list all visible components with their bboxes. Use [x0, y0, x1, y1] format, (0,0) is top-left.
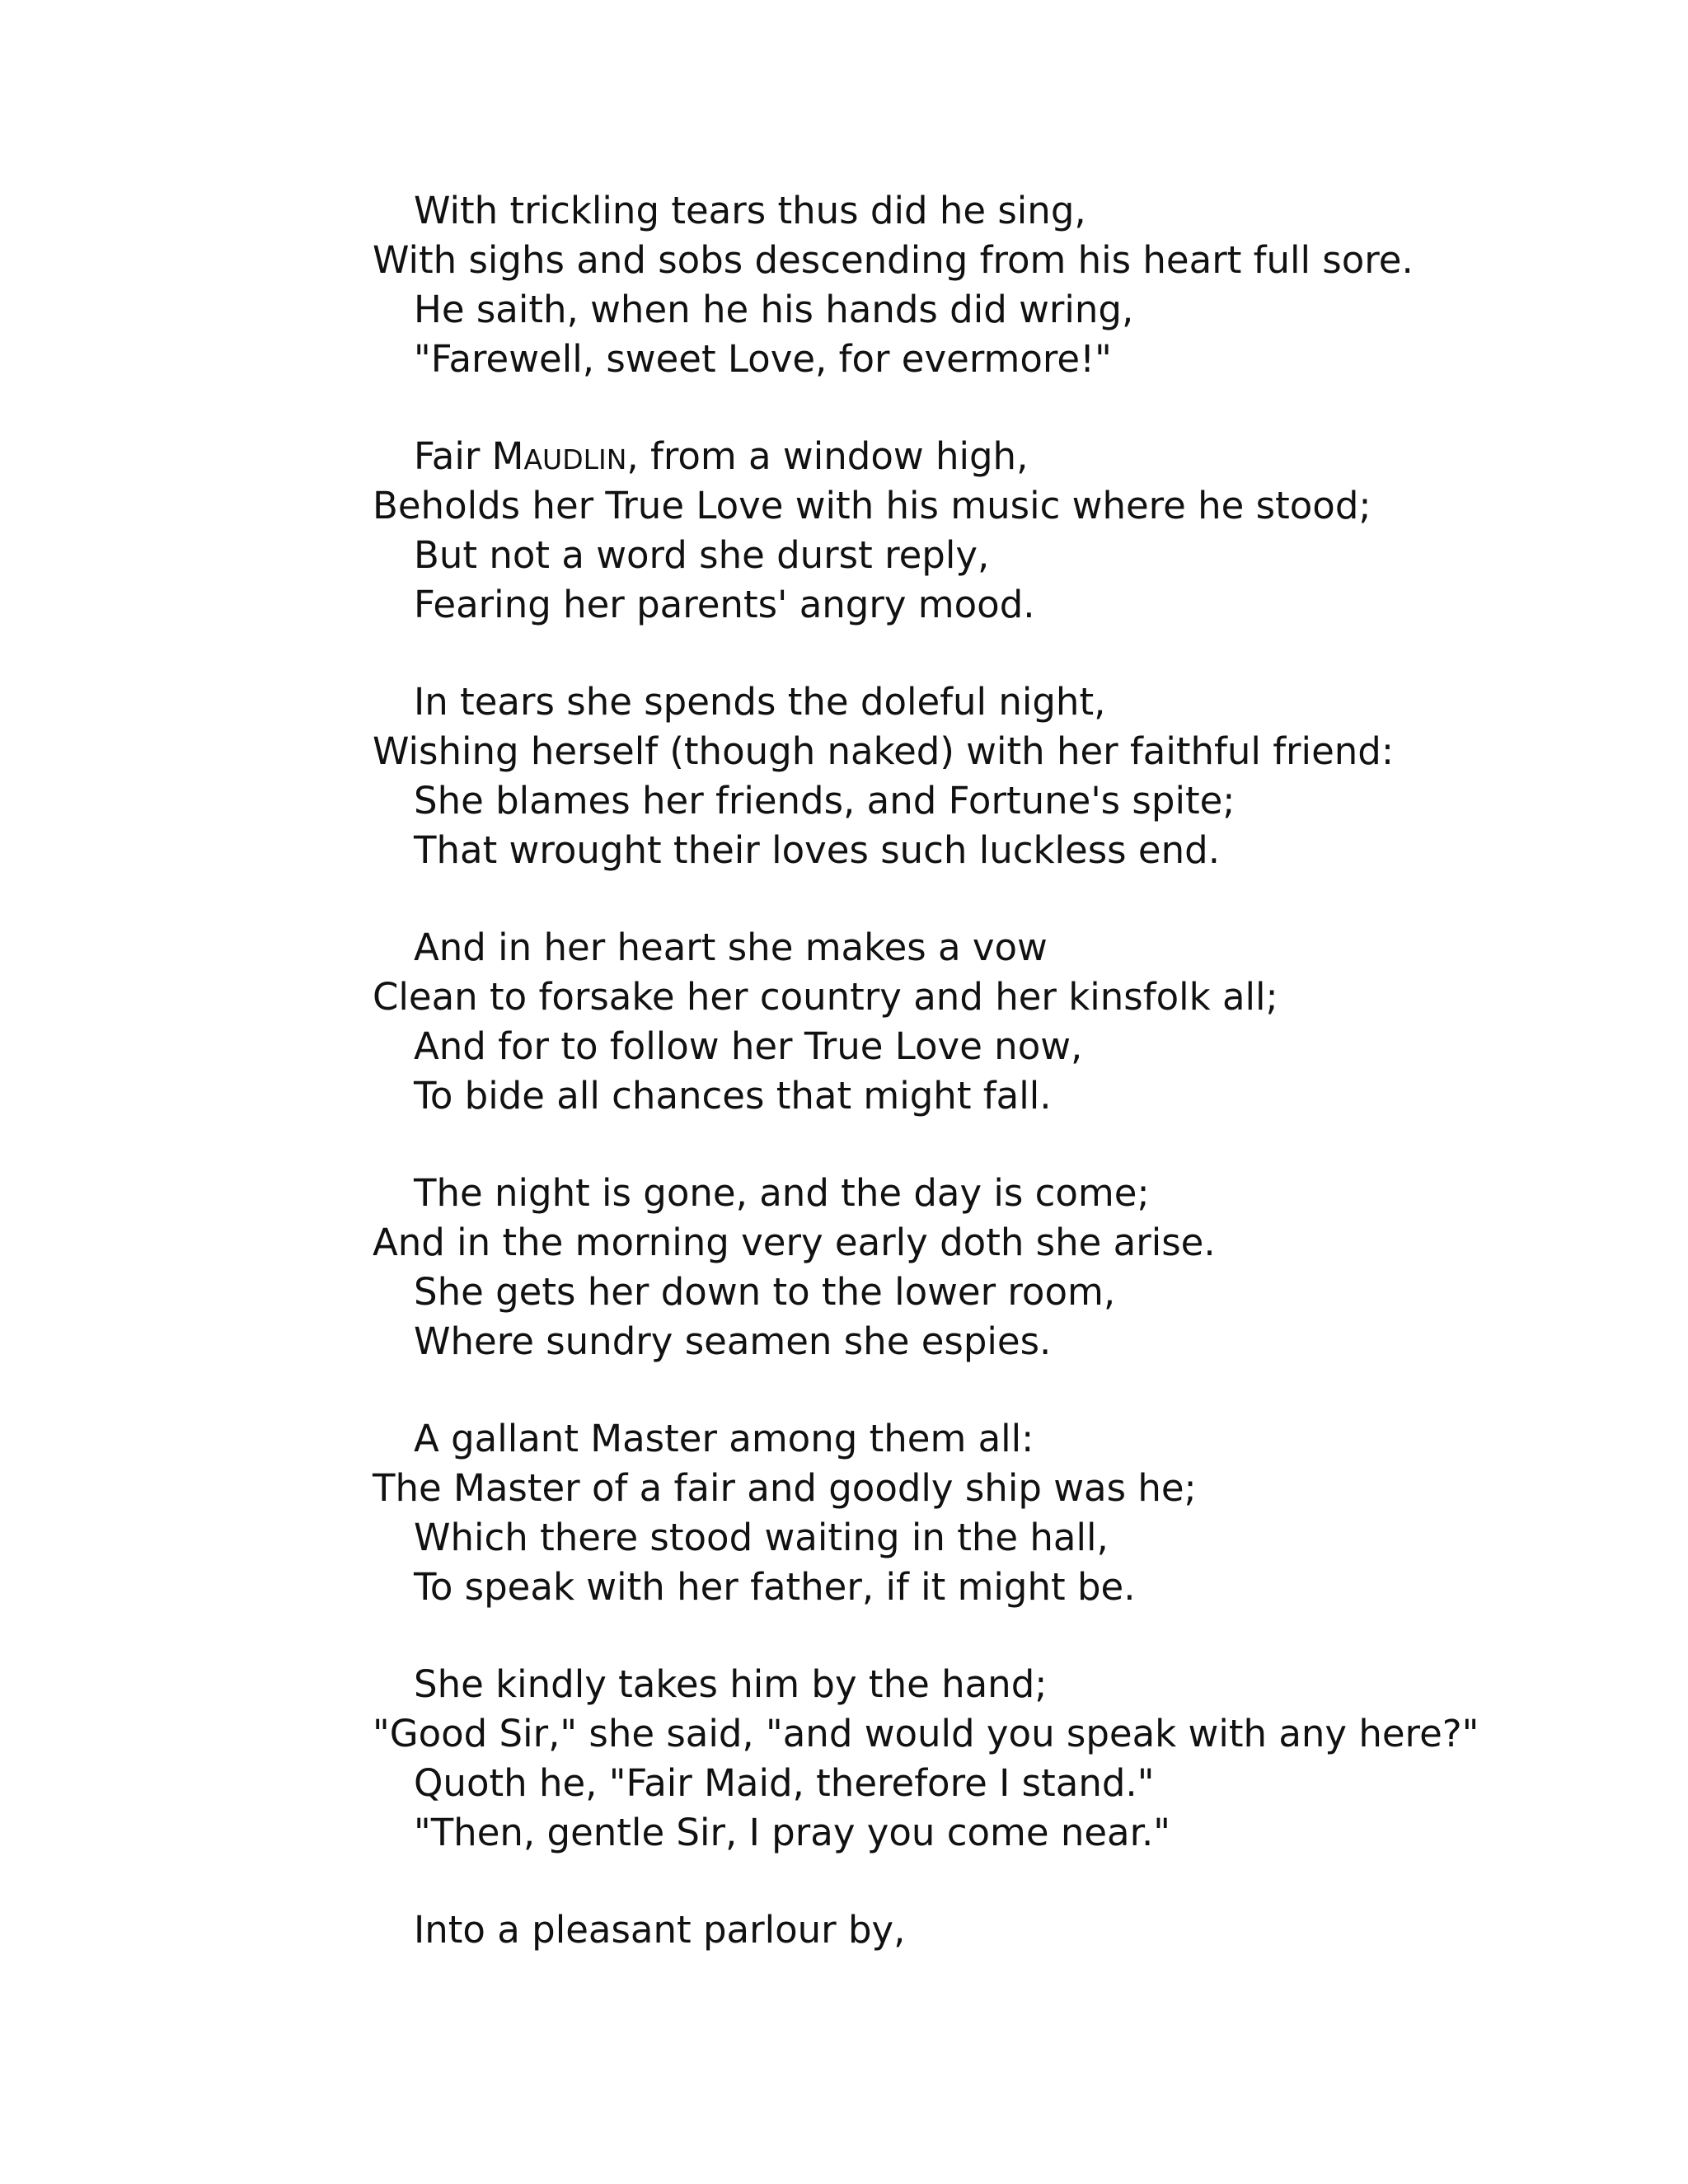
stanza	[373, 1169, 1609, 1366]
stanza	[373, 677, 1609, 875]
stanza	[373, 432, 1609, 630]
poem-line: Quoth he, "Fair Maid, therefore I stand."	[414, 1761, 1155, 1805]
poem-line: "Farewell, sweet Love, for evermore!"	[414, 337, 1112, 381]
poem-line: "Then, gentle Sir, I pray you come near."	[414, 1811, 1170, 1854]
poem-line: She kindly takes him by the hand;	[414, 1662, 1048, 1706]
smallcaps-name: AUDLIN	[523, 443, 627, 476]
poem-line: To bide all chances that might fall.	[414, 1074, 1052, 1118]
poem-line: She blames her friends, and Fortune's spite;	[414, 779, 1236, 823]
poem-line	[373, 432, 1609, 481]
poem-line: Fearing her parents' angry mood.	[414, 583, 1035, 626]
poem-line: Wishing herself (though naked) with her faithful friend:	[373, 729, 1394, 773]
poem-line: And in her heart she makes a vow	[414, 926, 1048, 969]
poem-line: The night is gone, and the day is come;	[414, 1171, 1150, 1215]
stanza	[373, 186, 1609, 384]
poem-line: And in the morning very early doth she arise.	[373, 1221, 1216, 1264]
poem-line: She gets her down to the lower room,	[414, 1270, 1116, 1314]
poem-line: And for to follow her True Love now,	[414, 1024, 1083, 1068]
poem-page	[373, 186, 1609, 2003]
poem-line: A gallant Master among them all:	[414, 1417, 1034, 1460]
line-text: Fair M	[414, 434, 524, 478]
poem-line: Where sundry seamen she espies.	[414, 1319, 1052, 1363]
poem-line: Clean to forsake her country and her kinsfolk all;	[373, 975, 1278, 1019]
poem-line: But not a word she durst reply,	[414, 533, 990, 577]
poem-line: Beholds her True Love with his music where he stood;	[373, 484, 1372, 527]
poem-line: That wrought their loves such luckless end.	[414, 828, 1221, 872]
stanza	[373, 1414, 1609, 1612]
line-text: , from a window high,	[626, 434, 1029, 478]
stanza	[373, 923, 1609, 1121]
poem-line: In tears she spends the doleful night,	[414, 680, 1106, 724]
stanza	[373, 1905, 1609, 1955]
poem-line: With sighs and sobs descending from his heart full sore.	[373, 238, 1414, 282]
poem-line: The Master of a fair and goodly ship was he;	[373, 1466, 1197, 1510]
poem-line: He saith, when he his hands did wring,	[414, 288, 1134, 331]
poem-line: With trickling tears thus did he sing,	[414, 189, 1086, 232]
poem-line: Which there stood waiting in the hall,	[414, 1516, 1109, 1559]
poem-line: "Good Sir," she said, "and would you speak with any here?"	[373, 1712, 1479, 1755]
poem-line: To speak with her father, if it might be.	[414, 1565, 1136, 1609]
stanza	[373, 1660, 1609, 1858]
poem-line: Into a pleasant parlour by,	[414, 1908, 906, 1952]
